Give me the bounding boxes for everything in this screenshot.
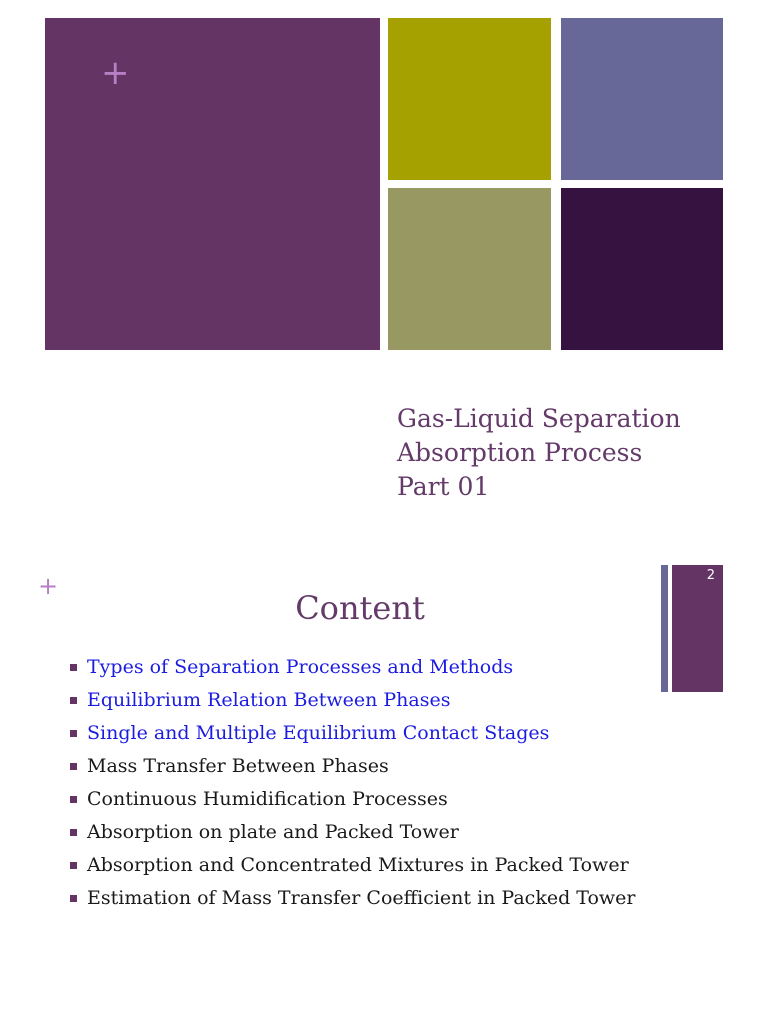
bullet-square-icon — [70, 796, 77, 803]
dark-purple-block — [561, 188, 723, 350]
bullet-square-icon — [70, 664, 77, 671]
list-item-text: Equilibrium Relation Between Phases — [87, 689, 451, 711]
list-item-text: Types of Separation Processes and Methods — [87, 656, 514, 678]
list-item-text: Estimation of Mass Transfer Coefficient in Packed Tower — [87, 887, 636, 909]
list-item-text: Mass Transfer Between Phases — [87, 755, 389, 777]
page-number: 2 — [706, 568, 715, 583]
list-item — [68, 786, 653, 813]
title-line: Absorption Process — [397, 438, 643, 467]
title-line: Part 01 — [397, 472, 490, 501]
olive-block — [388, 18, 551, 180]
list-item-text: Absorption on plate and Packed Tower — [87, 821, 459, 843]
bullet-square-icon — [70, 763, 77, 770]
bullet-square-icon — [70, 730, 77, 737]
bullet-square-icon — [70, 895, 77, 902]
content-slide — [0, 550, 768, 1024]
plus-mark-icon: + — [38, 572, 59, 600]
list-item — [68, 885, 653, 912]
list-item — [68, 819, 653, 846]
page-number-box — [672, 565, 723, 692]
list-item[interactable] — [68, 687, 653, 714]
bullet-square-icon — [70, 829, 77, 836]
list-item — [68, 852, 653, 879]
list-item[interactable] — [68, 654, 653, 681]
list-item[interactable] — [68, 720, 653, 747]
bullet-square-icon — [70, 697, 77, 704]
list-item — [68, 753, 653, 780]
purple-block — [45, 18, 380, 350]
list-item-text: Continuous Humidification Processes — [87, 788, 448, 810]
title-line: Gas-Liquid Separation — [397, 404, 681, 433]
slide-title — [397, 402, 737, 504]
side-accent-bar — [661, 565, 668, 692]
list-item-text: Single and Multiple Equilibrium Contact Stages — [87, 722, 550, 744]
content-list — [68, 654, 653, 918]
bullet-square-icon — [70, 862, 77, 869]
sage-block — [388, 188, 551, 350]
slate-block — [561, 18, 723, 180]
content-heading: Content — [295, 589, 425, 627]
list-item-text: Absorption and Concentrated Mixtures in Packed Tower — [87, 854, 629, 876]
plus-mark-icon: + — [101, 53, 130, 93]
